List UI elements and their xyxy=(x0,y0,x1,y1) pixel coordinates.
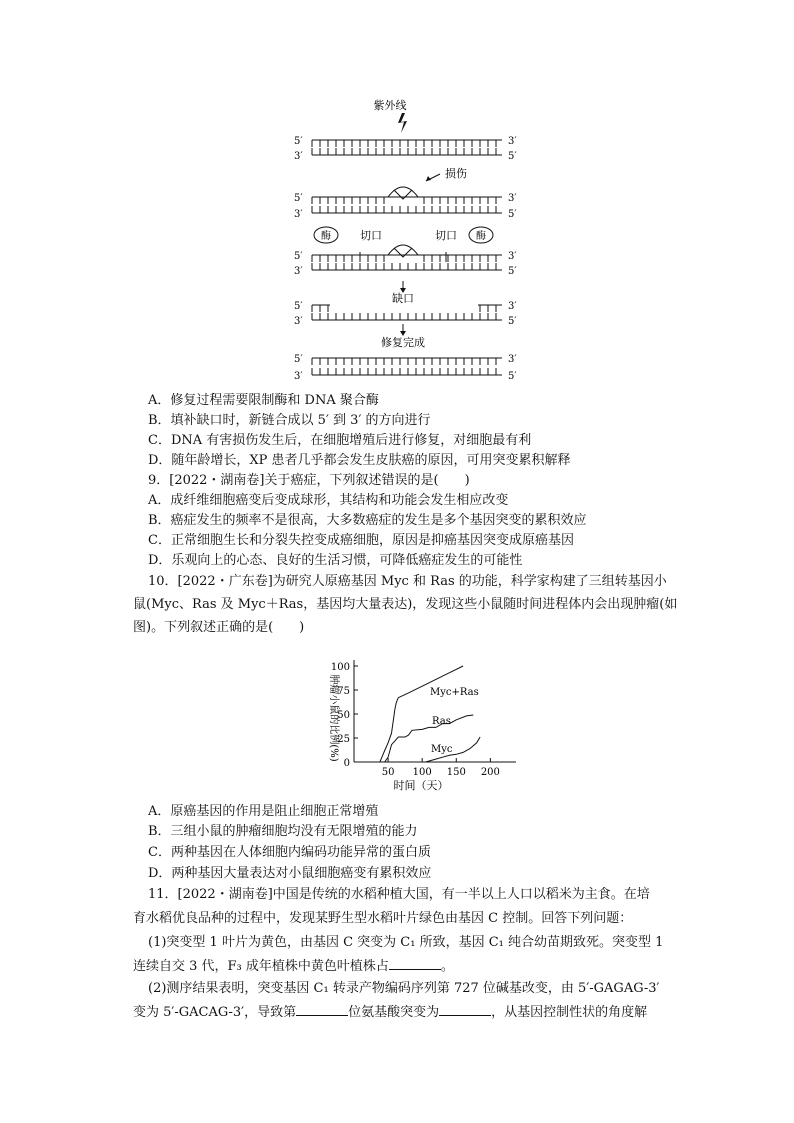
svg-text:5′: 5′ xyxy=(508,209,517,220)
svg-text:5′: 5′ xyxy=(294,301,303,312)
svg-text:3′: 3′ xyxy=(294,316,303,327)
q10-stem-line1: 10．[2022・广东卷]为研究人原癌基因 Myc 和 Ras 的功能，科学家构建了三组转基因小 xyxy=(148,574,667,589)
q10-option-a: A．原癌基因的作用是阻止细胞正常增殖 xyxy=(148,804,379,819)
q8-option-c: C．DNA 有害损伤发生后，在细胞增殖后进行修复，对细胞最有利 xyxy=(148,433,532,448)
svg-text:3′: 3′ xyxy=(508,251,517,262)
q10-option-c: C．两种基因在人体细胞内编码功能异常的蛋白质 xyxy=(148,845,431,860)
enzyme-label-left: 酶 xyxy=(321,231,331,242)
cut-label-right: 切口 xyxy=(435,229,457,242)
svg-text:3′: 3′ xyxy=(508,193,517,204)
svg-text:5′: 5′ xyxy=(508,151,517,162)
q11-part1-line2: 连续自交 3 代，F₃ 成年植株中黄色叶植株占 。 xyxy=(133,956,454,977)
x-tick-label: 150 xyxy=(446,767,466,778)
chart-xlabel: 时间（天） xyxy=(393,779,449,792)
y-tick-label: 50 xyxy=(337,710,350,721)
dna-repair-figure xyxy=(290,95,530,385)
q11-stem-line2: 育水稻优良品种的过程中，发现某野生型水稻叶片绿色由基因 C 控制。回答下列问题： xyxy=(133,911,633,926)
answer-blank-3 xyxy=(439,1002,491,1016)
y-tick-label: 100 xyxy=(330,662,350,673)
answer-blank-2 xyxy=(296,1002,348,1016)
damage-label: 损伤 xyxy=(445,167,467,180)
q8-option-a: A．修复过程需要限制酶和 DNA 聚合酶 xyxy=(148,393,379,408)
q8-option-d: D．随年龄增长，XP 患者几乎都会发生皮肤癌的原因，可用突变累积解释 xyxy=(148,453,571,468)
q10-stem-line2: 鼠(Myc、Ras 及 Myc＋Ras，基因均大量表达)，发现这些小鼠随时间进程体内会出现肿瘤(如 xyxy=(133,597,678,612)
chart-ylabel: 肿瘤小鼠的比例(%) xyxy=(328,674,339,762)
q10-stem-line3: 图)。下列叙述正确的是( ) xyxy=(133,620,305,635)
svg-text:3′: 3′ xyxy=(294,371,303,382)
svg-text:5′: 5′ xyxy=(508,371,517,382)
x-tick-label: 100 xyxy=(412,767,432,778)
q9-stem: 9．[2022・湖南卷]关于癌症，下列叙述错误的是( ) xyxy=(148,473,470,488)
uv-label: 紫外线 xyxy=(373,99,407,112)
svg-text:5′: 5′ xyxy=(294,251,303,262)
svg-text:3′: 3′ xyxy=(508,301,517,312)
q9-option-c: C．正常细胞生长和分裂失控变成癌细胞，原因是抑癌基因突变成原癌基因 xyxy=(148,533,574,548)
series-line-ras xyxy=(385,715,474,762)
uv-bolt-icon xyxy=(398,113,407,133)
q9-option-a: A．成纤维细胞癌变后变成球形，其结构和功能会发生相应改变 xyxy=(148,493,509,508)
answer-blank-1 xyxy=(389,956,441,970)
svg-text:5′: 5′ xyxy=(508,266,517,277)
svg-text:5′: 5′ xyxy=(294,136,303,147)
svg-text:3′: 3′ xyxy=(294,209,303,220)
svg-text:5′: 5′ xyxy=(294,354,303,365)
q10-option-d: D．两种基因大量表达对小鼠细胞癌变有累积效应 xyxy=(148,866,432,881)
q9-option-b: B．癌症发生的频率不是很高，大多数癌症的发生是多个基因突变的累积效应 xyxy=(148,513,587,528)
q8-option-b: B．填补缺口时，新链合成以 5′ 到 3′ 的方向进行 xyxy=(148,413,431,428)
q11-part1-line1: (1)突变型 1 叶片为黄色，由基因 C 突变为 C₁ 所致，基因 C₁ 纯合幼苗期致死。突变型 1 xyxy=(148,935,664,950)
y-tick-label: 0 xyxy=(343,758,350,769)
q11-stem-line1: 11．[2022・湖南卷]中国是传统的水稻种植大国，有一半以上人口以稻米为主食。在培 xyxy=(148,887,650,902)
y-tick-label: 75 xyxy=(337,686,350,697)
svg-text:3′: 3′ xyxy=(294,266,303,277)
svg-text:3′: 3′ xyxy=(508,354,517,365)
enzyme-label-right: 酶 xyxy=(476,231,486,242)
series-label-ras: Ras xyxy=(432,716,451,727)
y-tick-label: 25 xyxy=(337,734,350,745)
q11-part2-line1: (2)测序结果表明，突变基因 C₁ 转录产物编码序列第 727 位碱基改变，由 5′-GAGAG-3′ xyxy=(148,981,660,996)
cut-label-left: 切口 xyxy=(360,229,382,242)
q9-option-d: D．乐观向上的心态、良好的生活习惯，可降低癌症发生的可能性 xyxy=(148,553,523,568)
gap-label: 缺口 xyxy=(392,292,414,305)
x-tick-label: 50 xyxy=(381,767,395,778)
tumor-chart xyxy=(318,650,518,795)
q11-part2-line2: 变为 5′-GACAG-3′，导致第 位氨基酸突变为 ，从基因控制性状的角度解 xyxy=(133,1002,647,1023)
q10-option-b: B．三组小鼠的肿瘤细胞均没有无限增殖的能力 xyxy=(148,824,418,839)
svg-text:3′: 3′ xyxy=(294,151,303,162)
svg-text:5′: 5′ xyxy=(294,193,303,204)
done-label: 修复完成 xyxy=(381,336,425,349)
x-tick-label: 200 xyxy=(480,767,500,778)
svg-text:3′: 3′ xyxy=(508,136,517,147)
svg-text:5′: 5′ xyxy=(508,316,517,327)
series-label-myc-ras: Myc+Ras xyxy=(430,687,479,698)
series-label-myc: Myc xyxy=(431,744,453,755)
